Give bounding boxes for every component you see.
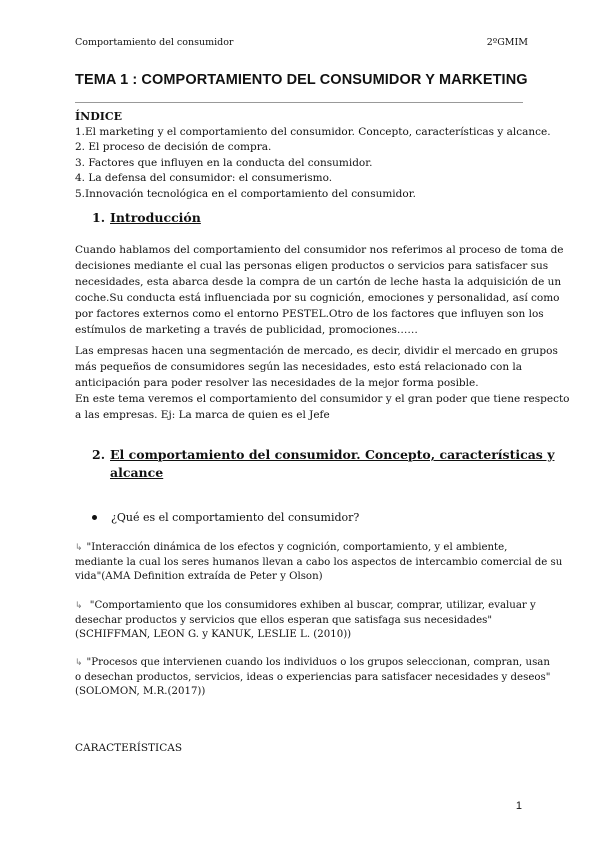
- index-heading: ÍNDICE: [75, 110, 123, 123]
- quote-line: "Interacción dinámica de los efectos y cognición, comportamiento, y el ambiente,: [86, 542, 508, 553]
- paragraph-line: anticipación para poder resolver las necesidades de la mejor forma posible.: [75, 377, 479, 389]
- index-item: 3. Factores que influyen en la conducta del consumidor.: [75, 156, 373, 169]
- quote-line: (SOLOMON, M.R.(2017)): [75, 686, 206, 697]
- quote-1: [75, 541, 563, 585]
- subdirectory-arrow-icon: ↳: [75, 543, 83, 553]
- section1-title: Introducción: [110, 210, 201, 225]
- index-block: [75, 109, 551, 202]
- paragraph-line: estímulos de marketing a través de publicidad, promociones……: [75, 324, 418, 336]
- index-item: 5.Innovación tecnológica en el comportamiento del consumidor.: [75, 187, 416, 200]
- paragraph-line: por factores externos como el entorno PESTEL.Otro de los factores que influyen son los: [75, 308, 544, 320]
- section2-title-line1: El comportamiento del consumidor. Concepto, características y: [110, 447, 555, 462]
- subdirectory-arrow-icon: ↳: [75, 601, 83, 611]
- section2-number: 2.: [92, 447, 106, 462]
- paragraph-line: decisiones mediante el cual las personas eligen productos o servicios para satisfacer sus: [75, 260, 549, 272]
- index-item: 1.El marketing y el comportamiento del consumidor. Concepto, características y alcance.: [75, 125, 551, 138]
- section1-heading: [92, 210, 201, 225]
- intro-paragraph-1: [75, 242, 564, 338]
- quote-line: o desechan productos, servicios, ideas o experiencias para satisfacer necesidades y deseos": [75, 671, 551, 683]
- quote-3: [75, 656, 551, 700]
- quote-line: vida"(AMA Definition extraída de Peter y Olson): [75, 571, 323, 582]
- index-item: 4. La defensa del consumidor: el consumerismo.: [75, 172, 333, 184]
- quote-line: desechar productos y servicios que ellos esperan que satisfaga sus necesidades": [75, 614, 493, 626]
- bullet-item: [92, 511, 359, 524]
- header-left: Comportamiento del consumidor: [75, 37, 234, 48]
- header-right: 2ºGMIM: [486, 37, 528, 48]
- paragraph-line: En este tema veremos el comportamiento del consumidor y el gran poder que tiene respecto: [75, 393, 570, 405]
- quote-line: "Procesos que intervienen cuando los individuos o los grupos seleccionan, compran, usan: [86, 657, 550, 668]
- paragraph-line: Cuando hablamos del comportamiento del consumidor nos referimos al proceso de toma de: [75, 244, 564, 256]
- document-title: TEMA 1 : COMPORTAMIENTO DEL CONSUMIDOR Y MARKETING: [75, 72, 528, 88]
- subdirectory-arrow-icon: ↳: [75, 658, 83, 668]
- bullet-text: ¿Qué es el comportamiento del consumidor?: [111, 511, 360, 524]
- quote-line: (SCHIFFMAN, LEON G. y KANUK, LESLIE L. (2010)): [75, 629, 352, 640]
- paragraph-line: coche.Su conducta está influenciada por su cognición, emociones y personalidad, así como: [75, 292, 560, 304]
- section2-heading: [92, 446, 554, 482]
- title-rule: [75, 102, 523, 103]
- paragraph-line: necesidades, esta abarca desde la compra de un cartón de leche hasta la adquisición de un: [75, 276, 562, 288]
- quote-line: "Comportamiento que los consumidores exhiben al buscar, comprar, utilizar, evaluar y: [86, 600, 536, 611]
- bullet-icon: [92, 515, 97, 520]
- intro-paragraph-2: [75, 343, 570, 423]
- index-item: 2. El proceso de decisión de compra.: [75, 141, 272, 153]
- characteristics-label: CARACTERÍSTICAS: [75, 742, 183, 754]
- quote-2: [75, 599, 535, 643]
- quote-line: mediante la cual los seres humanos llevan a cabo los aspectos de intercambio comercial de su: [75, 556, 563, 568]
- paragraph-line: a las empresas. Ej: La marca de quien es el Jefe: [75, 409, 330, 421]
- section1-number: 1.: [92, 210, 106, 225]
- section2-title-line2: alcance: [110, 465, 164, 480]
- paragraph-line: Las empresas hacen una segmentación de mercado, es decir, dividir el mercado en grupos: [75, 345, 558, 357]
- paragraph-line: más pequeños de consumidores según las necesidades, esto está relacionado con la: [75, 361, 523, 373]
- page-number: 1: [515, 800, 522, 812]
